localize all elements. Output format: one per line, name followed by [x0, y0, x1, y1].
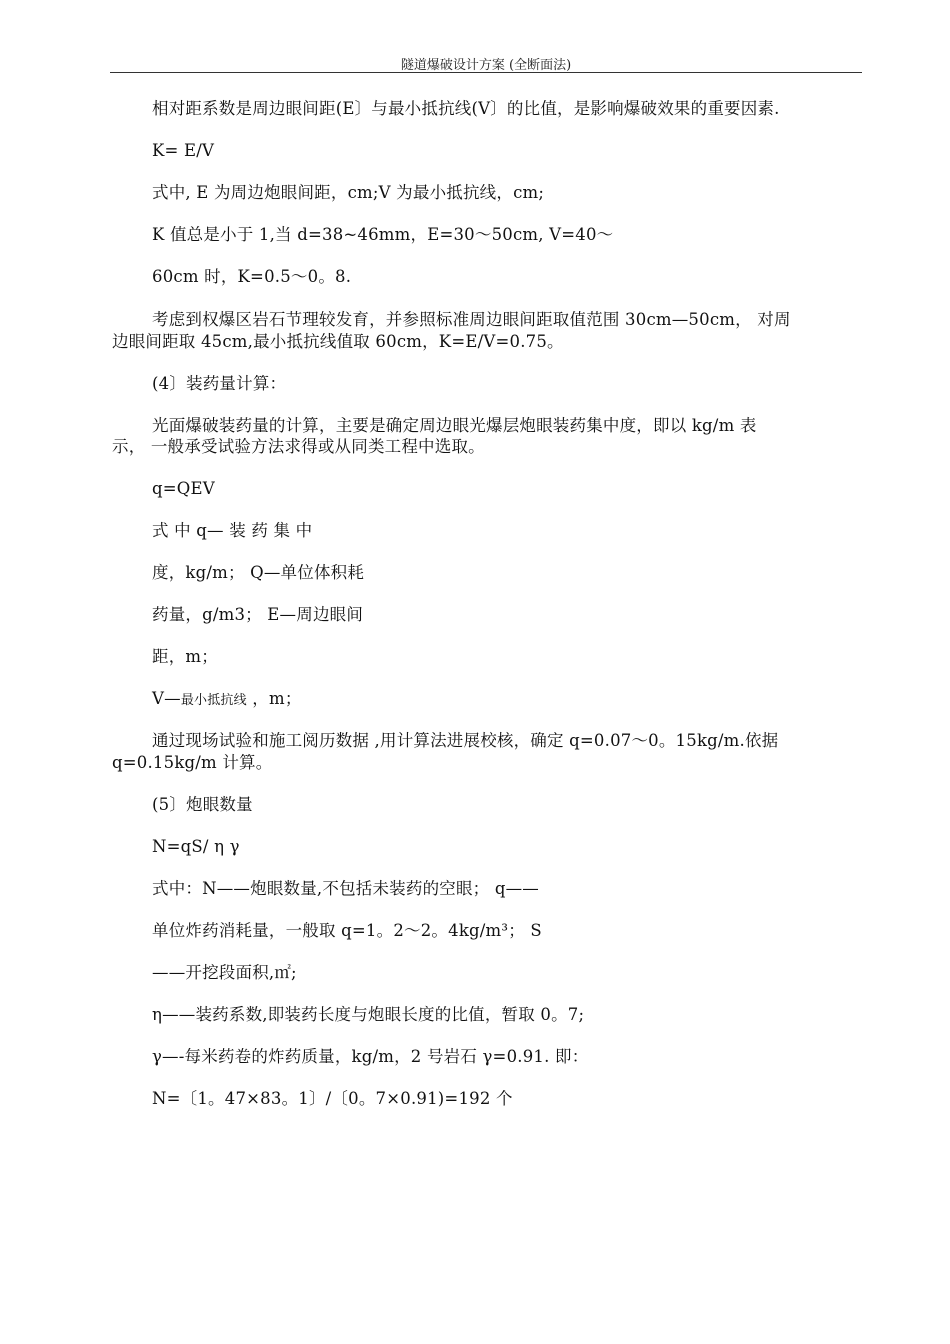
- paragraph-k-value: K 值总是小于 1,当 d=38~46mm，E=30～50cm, V=40～: [152, 225, 614, 244]
- paragraph-spacing-line1: 考虑到权爆区岩石节理较发育，并参照标准周边眼间距取值范围 30cm—50cm， 对周: [152, 310, 791, 329]
- section-heading-charge: (4〕装药量计算：: [152, 374, 287, 393]
- legend-eta: η——装药系数,即装药长度与炮眼长度的比值，暂取 0。7;: [152, 1005, 585, 1024]
- legend-q-line3: 药量，g/m3； E—周边眼间: [152, 605, 364, 624]
- calculation-result: N=〔1。47×83。1〕/〔0。7×0.91)=192 个: [152, 1089, 513, 1108]
- paragraph-verification-line1: 通过现场试验和施工阅历数据 ,用计算法进展校核，确定 q=0.07～0。15kg/m.依据: [152, 731, 779, 750]
- legend-v-desc: 最小抵抗线: [180, 693, 247, 708]
- formula-q: q=QEV: [152, 479, 215, 498]
- legend-v-unit: ，m；: [246, 689, 302, 708]
- legend-q-line4: 距，m；: [152, 647, 218, 666]
- legend-gamma: γ—-每米药卷的炸药质量，kg/m，2 号岩石 γ=0.91. 即：: [152, 1047, 589, 1066]
- legend-v-symbol: V—: [152, 689, 181, 708]
- paragraph-charge-line2: 示， 一般承受试验方法求得或从同类工程中选取。: [112, 437, 485, 456]
- paragraph-relative-distance: 相对距系数是周边眼间距(E〕与最小抵抗线(V〕的比值，是影响爆破效果的重要因素.: [152, 99, 780, 118]
- paragraph-charge-line1: 光面爆破装药量的计算，主要是确定周边眼光爆层炮眼装药集中度，即以 kg/m 表: [152, 416, 757, 435]
- header-divider: [110, 72, 862, 73]
- running-header: 隧道爆破设计方案 (全断面法): [400, 58, 572, 73]
- paragraph-formula-legend: 式中, E 为周边炮眼间距，cm;V 为最小抵抗线，cm;: [152, 183, 545, 202]
- paragraph-k-value-cont: 60cm 时，K=0.5～0。8.: [152, 267, 352, 286]
- formula-k: K= E/V: [152, 141, 215, 160]
- formula-n: N=qS/ η γ: [152, 837, 240, 856]
- legend-q-line1: 式 中 q— 装 药 集 中: [152, 521, 313, 540]
- legend-n-line1: 式中：N——炮眼数量,不包括未装药的空眼； q——: [152, 879, 539, 898]
- paragraph-spacing-line2: 边眼间距取 45cm,最小抵抗线值取 60cm，K=E/V=0.75。: [112, 332, 564, 351]
- legend-q-line2: 度，kg/m； Q—单位体积耗: [152, 563, 365, 582]
- paragraph-verification-line2: q=0.15kg/m 计算。: [112, 753, 273, 772]
- legend-n-line2: 单位炸药消耗量，一般取 q=1。2～2。4kg/m³； S: [152, 921, 542, 940]
- section-heading-holes: (5〕炮眼数量: [152, 795, 253, 814]
- legend-n-line3: ——开挖段面积,㎡;: [152, 963, 297, 982]
- legend-v: [152, 688, 302, 711]
